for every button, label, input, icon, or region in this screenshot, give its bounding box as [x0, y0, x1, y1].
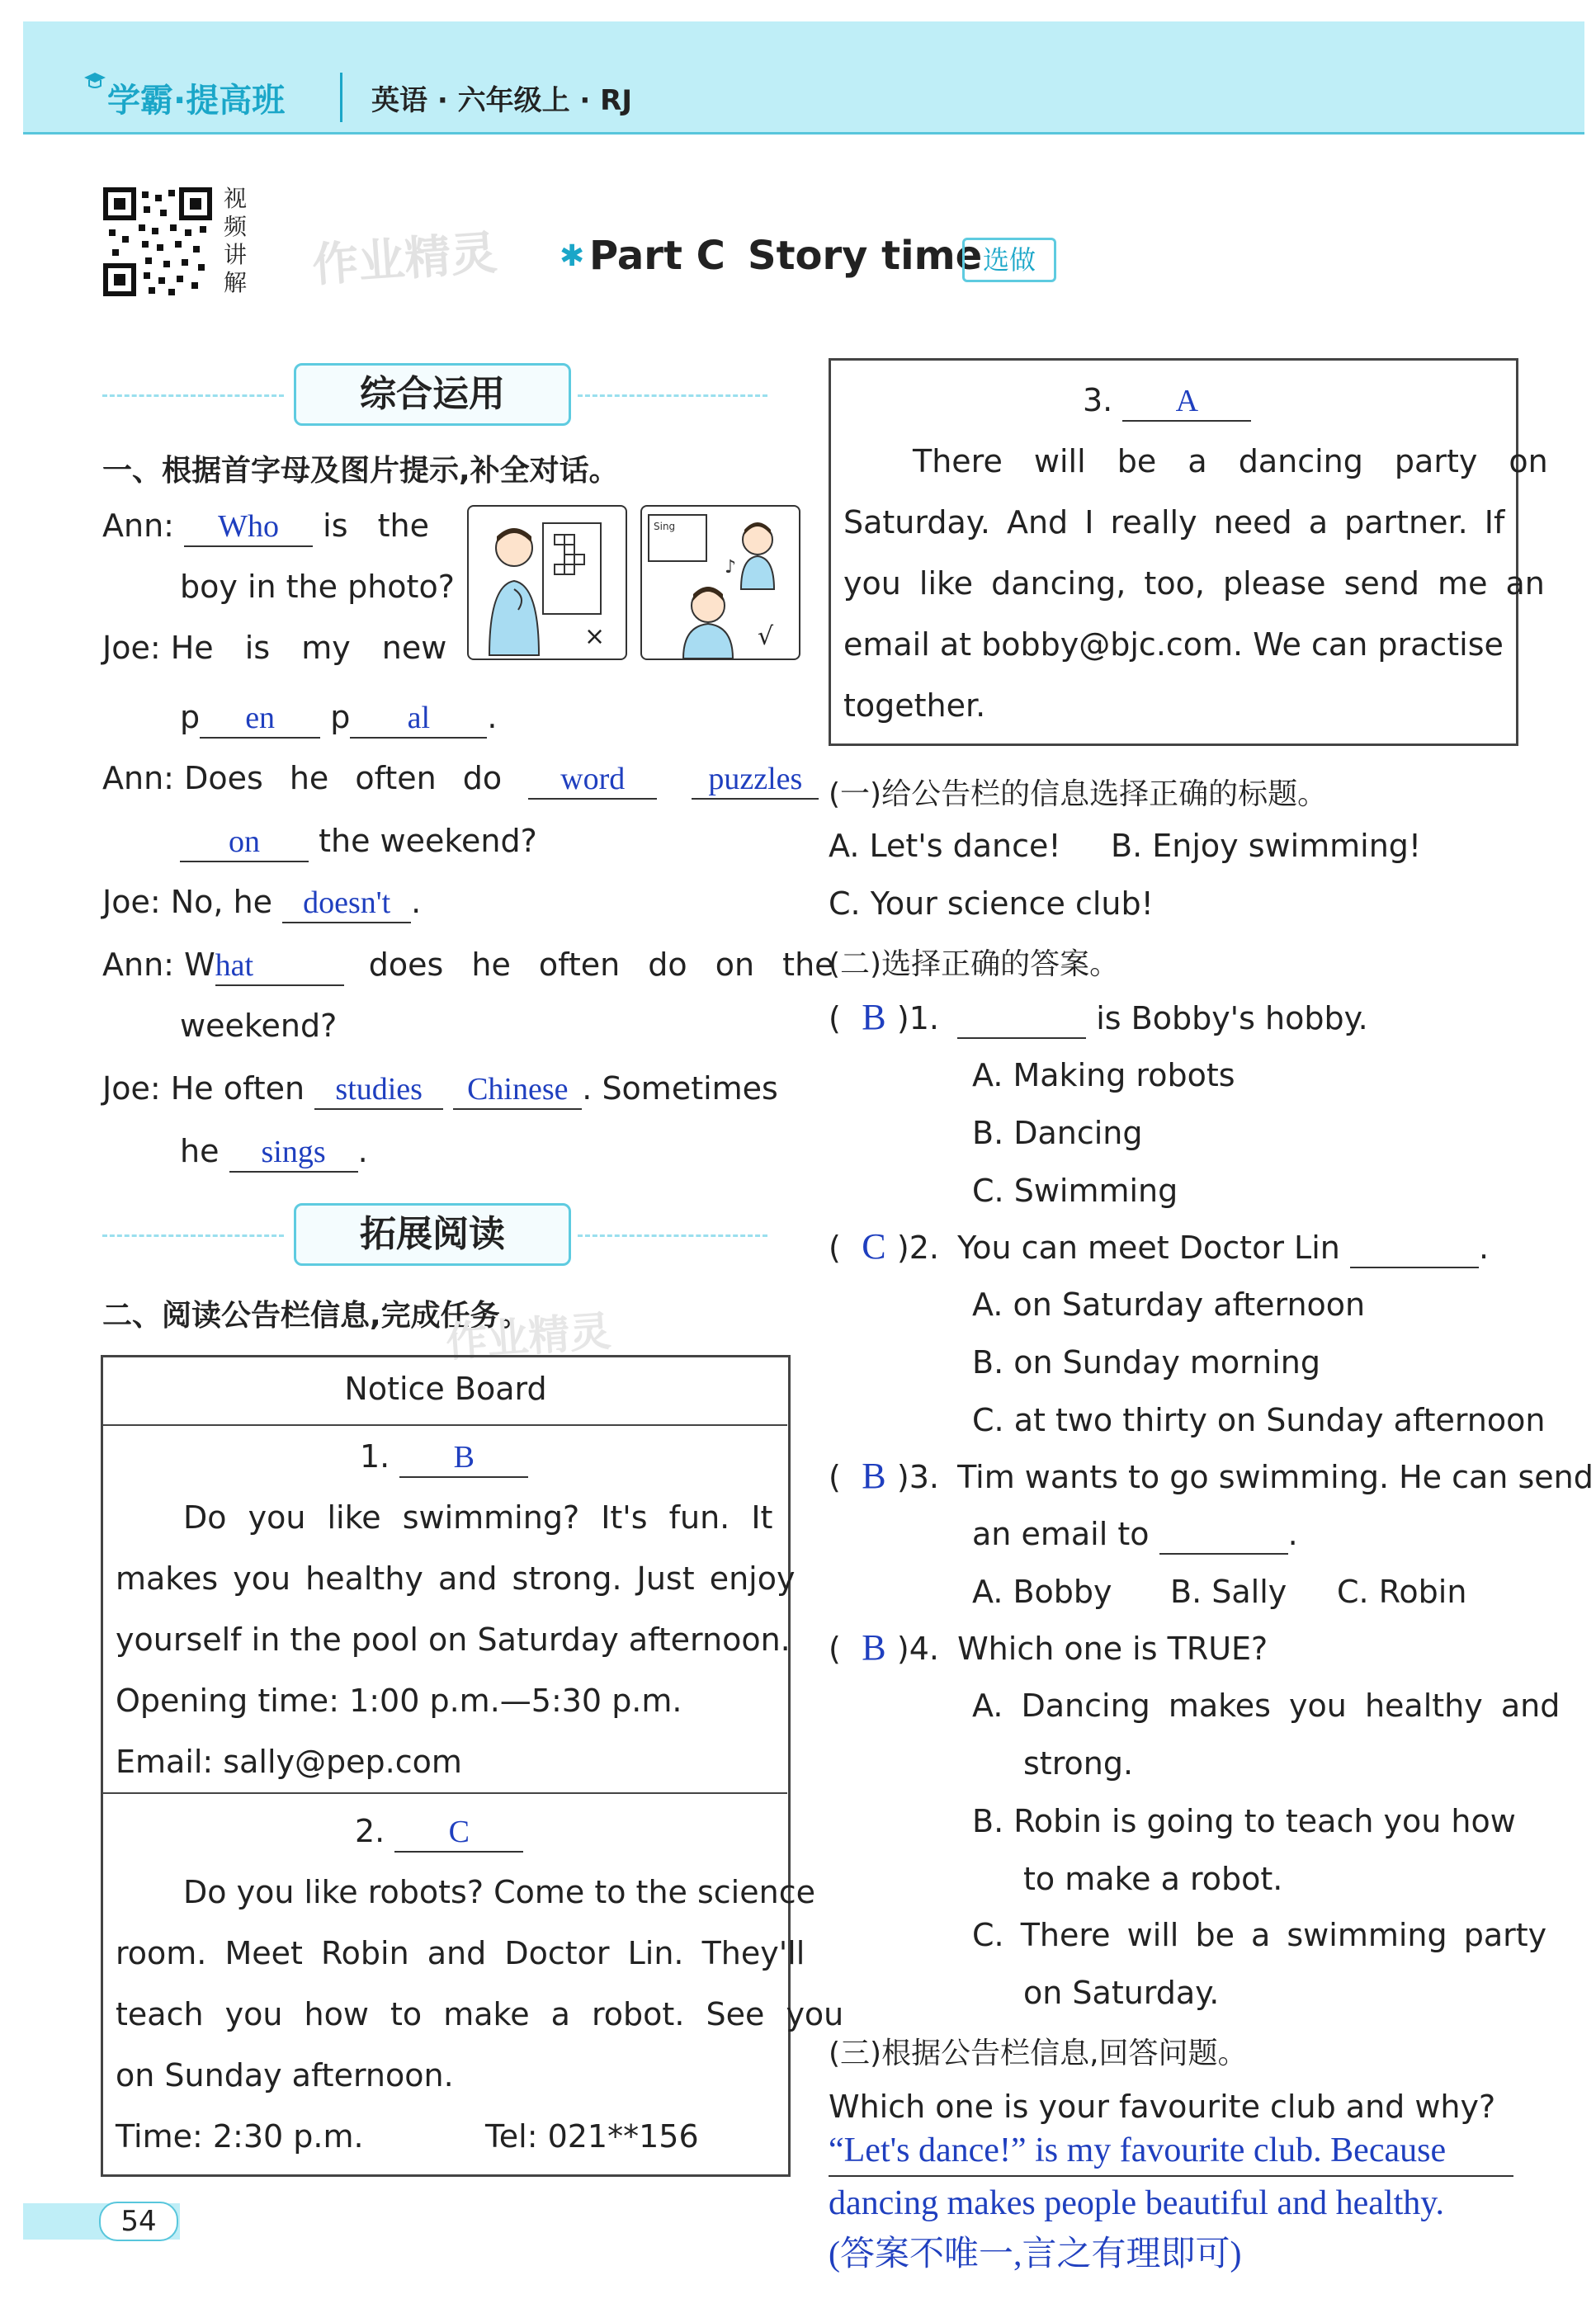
answer-blank: hat	[215, 946, 344, 986]
answer-blank: puzzles	[692, 760, 819, 800]
dashed-divider	[102, 1234, 284, 1237]
speaker: Joe:	[102, 630, 161, 666]
paren: (	[829, 1230, 841, 1266]
dialogue-text: No, he	[170, 884, 273, 920]
q1-option: A. Let's dance!	[829, 828, 1061, 864]
notice-item-number	[355, 1812, 523, 1853]
watermark: 作业精灵	[444, 1307, 613, 1367]
q3-answer-line: “Let's dance!” is my favourite club. Because	[829, 2131, 1447, 2169]
mc-option: B. on Sunday morning	[972, 1344, 1320, 1381]
svg-text:♪: ♪	[725, 557, 737, 578]
mc-question	[829, 1457, 1594, 1496]
blank	[1159, 1515, 1288, 1555]
q3-title: (三)根据公告栏信息,回答问题。	[829, 2037, 1248, 2070]
dialogue-line	[180, 698, 497, 739]
notice-text: email at bobby@bjc.com. We can practise	[843, 626, 1504, 663]
dialogue-text: . Sometimes	[582, 1070, 778, 1107]
story-title: Story time	[748, 233, 983, 279]
notice-text: room. Meet Robin and Doctor Lin. They'll	[116, 1935, 805, 1971]
dialogue-text: .	[487, 699, 498, 735]
mc-stem: is Bobby's hobby.	[1096, 1000, 1368, 1036]
dialogue-line	[102, 759, 819, 800]
q3-answer-line: dancing makes people beautiful and healthy.	[829, 2184, 1445, 2222]
divider	[102, 1792, 787, 1794]
mc-option: A. Making robots	[972, 1057, 1235, 1093]
answer-blank: al	[350, 699, 487, 739]
photo-boy-crossword	[467, 505, 627, 660]
notice-text: makes you healthy and strong. Just enjoy	[116, 1560, 796, 1597]
notice-text: on Sunday afternoon.	[116, 2057, 454, 2094]
qr-label-char: 视	[223, 185, 247, 212]
answer-blank: C	[394, 1813, 523, 1853]
part-title: Part C	[589, 233, 725, 279]
q2-title: (二)选择正确的答案。	[829, 947, 1120, 981]
mc-question	[829, 1629, 1268, 1668]
qr-label-char: 讲	[223, 241, 247, 268]
dashed-divider	[578, 394, 767, 397]
item-num: 3.	[1083, 382, 1113, 418]
mc-option: strong.	[1023, 1745, 1134, 1782]
notice-text: There will be a dancing party on	[913, 443, 1548, 479]
notice-text: Opening time: 1:00 p.m.—5:30 p.m.	[116, 1683, 682, 1719]
speaker: Joe:	[102, 884, 161, 920]
qr-video-label	[221, 185, 249, 297]
qr-label-char: 频	[223, 213, 247, 240]
answer-blank: word	[528, 760, 657, 800]
mc-number: )4.	[896, 1631, 940, 1667]
mc-option: B. Sally	[1170, 1574, 1287, 1610]
dialogue-line	[180, 822, 537, 862]
divider	[102, 1424, 787, 1426]
mc-answer: C	[862, 1226, 886, 1267]
q3-answer-note: (答案不唯一,言之有理即可)	[829, 2235, 1242, 2273]
dialogue-line	[102, 507, 429, 547]
section-banner: 综合运用	[294, 363, 571, 426]
answer-blank: on	[180, 823, 309, 862]
mc-number: )3.	[896, 1459, 940, 1495]
section2-instruction: 二、阅读公告栏信息,完成任务。	[102, 1299, 530, 1333]
mc-end: .	[1478, 1230, 1490, 1266]
mc-option: to make a robot.	[1023, 1861, 1283, 1897]
notice-text: yourself in the pool on Saturday afternoon.	[116, 1621, 791, 1658]
notice-item-number	[1083, 381, 1251, 422]
watermark: 作业精灵	[310, 226, 499, 293]
notice-tel: Tel: 021**156	[485, 2118, 699, 2155]
dialogue-line	[102, 629, 446, 667]
dashed-divider	[102, 394, 284, 397]
mc-option: B. Robin is going to teach you how	[972, 1803, 1516, 1839]
mc-number: )1.	[896, 1000, 940, 1036]
mc-answer: B	[862, 997, 886, 1037]
subject-label: 英语 · 六年级上 · RJ	[371, 84, 633, 117]
dialogue-line	[102, 946, 834, 986]
paren: (	[829, 1000, 841, 1036]
mc-question-cont	[972, 1515, 1298, 1555]
answer-blank: en	[200, 699, 320, 739]
notice-text: Do you like robots? Come to the science	[183, 1874, 815, 1910]
notice-time: Time: 2:30 p.m.	[116, 2118, 364, 2155]
mc-option: A. Bobby	[972, 1574, 1112, 1610]
answer-blank: B	[399, 1438, 528, 1478]
mc-option: C. Swimming	[972, 1173, 1178, 1209]
graduation-cap-icon	[83, 69, 107, 94]
star-icon: ✱	[560, 239, 585, 273]
dialogue-text: he	[180, 1133, 220, 1169]
mc-question	[829, 998, 1368, 1039]
blank	[1350, 1229, 1479, 1268]
mc-stem: an email to	[972, 1516, 1150, 1552]
mc-question	[829, 1228, 1489, 1268]
notice-text: Saturday. And I really need a partner. If	[843, 504, 1505, 540]
right-mark: √	[758, 622, 774, 651]
dialogue-line	[180, 1132, 368, 1173]
dialogue-text: He is my new	[170, 630, 447, 666]
answer-underline	[829, 2175, 1513, 2177]
svg-text:Sing: Sing	[654, 521, 676, 532]
item-num: 2.	[355, 1813, 385, 1849]
section-banner: 拓展阅读	[294, 1203, 571, 1266]
mc-option: A. on Saturday afternoon	[972, 1286, 1366, 1323]
dialogue-text: He often	[170, 1070, 305, 1107]
answer-blank: A	[1122, 382, 1251, 422]
mc-answer: B	[862, 1456, 886, 1496]
notice-text: Email: sally@pep.com	[116, 1744, 462, 1780]
q1-option: C. Your science club!	[829, 885, 1154, 922]
qr-code-icon	[102, 186, 213, 297]
mc-option: B. Dancing	[972, 1115, 1143, 1151]
dialogue-text: the weekend?	[319, 823, 537, 859]
notice-item-number	[360, 1437, 528, 1478]
notice-text: you like dancing, too, please send me an	[843, 565, 1545, 602]
page-number: 54	[99, 2202, 178, 2241]
speaker: Ann:	[102, 946, 174, 983]
mc-option: C. There will be a swimming party	[972, 1917, 1547, 1953]
mc-answer: B	[862, 1627, 886, 1668]
notice-text: teach you how to make a robot. See you	[116, 1996, 844, 2032]
speaker: Ann:	[102, 760, 174, 796]
q3-question: Which one is your favourite club and why?	[829, 2089, 1496, 2125]
mc-option: on Saturday.	[1023, 1975, 1220, 2011]
item-num: 1.	[360, 1438, 390, 1475]
answer-blank: sings	[229, 1133, 358, 1173]
notice-board-title: Notice Board	[344, 1371, 547, 1407]
dialogue-text: .	[357, 1133, 368, 1169]
qr-label-char: 解	[223, 269, 247, 296]
dialogue-text: does he often do on the	[368, 946, 834, 983]
dialogue-text: p	[180, 699, 201, 735]
speaker: Joe:	[102, 1070, 161, 1107]
blank	[957, 999, 1086, 1039]
wrong-mark: ×	[584, 622, 606, 651]
q1-title: (一)给公告栏的信息选择正确的标题。	[829, 777, 1328, 811]
mc-option: A. Dancing makes you healthy and	[972, 1688, 1561, 1724]
dialogue-text: W	[184, 946, 215, 983]
mc-number: )2.	[896, 1230, 940, 1266]
dialogue-text: Does he often do	[184, 760, 503, 796]
dialogue-text: is the	[323, 507, 429, 544]
answer-blank: Who	[184, 507, 313, 547]
optional-tag: 选做	[962, 238, 1056, 282]
answer-blank: doesn't	[282, 884, 411, 923]
brand-title: 学霸·提高班	[107, 82, 286, 120]
notice-text: Do you like swimming? It's fun. It	[183, 1499, 773, 1536]
mc-option: C. at two thirty on Sunday afternoon	[972, 1402, 1546, 1438]
dialogue-text: boy in the photo?	[180, 569, 455, 605]
dialogue-line	[102, 1069, 778, 1110]
paren: (	[829, 1459, 841, 1495]
mc-option: C. Robin	[1337, 1574, 1467, 1610]
dialogue-text: .	[411, 884, 422, 920]
header-divider	[340, 73, 342, 122]
photo-boy-singing	[640, 505, 800, 660]
mc-stem: Which one is TRUE?	[957, 1631, 1268, 1667]
section1-instruction: 一、根据首字母及图片提示,补全对话。	[102, 454, 619, 488]
mc-end: .	[1287, 1516, 1298, 1552]
notice-text: together.	[843, 687, 986, 724]
mc-stem: Tim wants to go swimming. He can send	[957, 1459, 1594, 1495]
answer-blank: Chinese	[453, 1070, 582, 1110]
dashed-divider	[578, 1234, 767, 1237]
q1-option: B. Enjoy swimming!	[1111, 828, 1422, 864]
speaker: Ann:	[102, 507, 174, 544]
dialogue-text: p	[330, 699, 351, 735]
paren: (	[829, 1631, 841, 1667]
mc-stem: You can meet Doctor Lin	[957, 1230, 1340, 1266]
answer-blank: studies	[314, 1070, 443, 1110]
dialogue-line	[102, 883, 421, 923]
dialogue-text: weekend?	[180, 1008, 338, 1044]
